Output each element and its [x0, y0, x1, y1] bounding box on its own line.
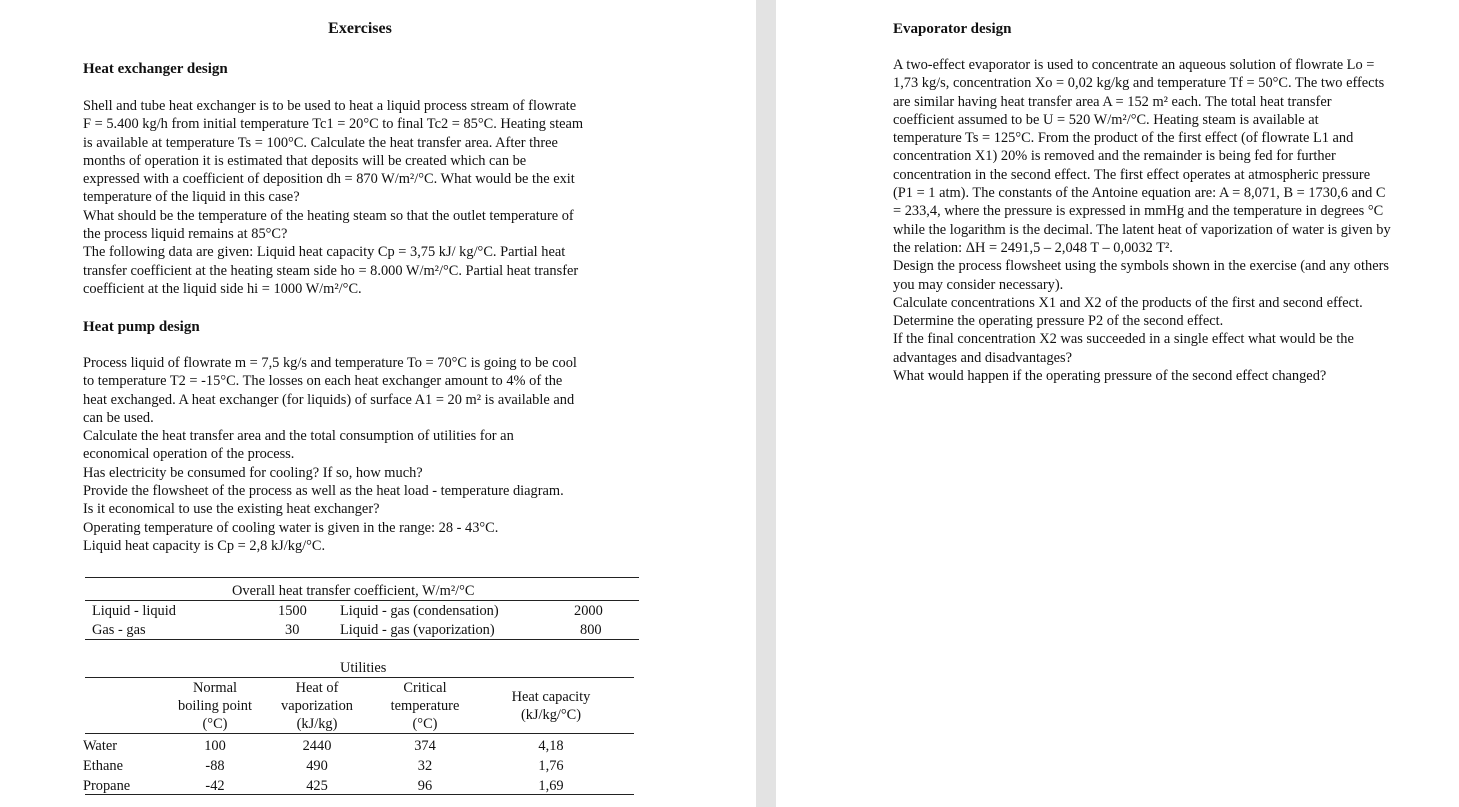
text-line: Calculate the heat transfer area and the total consumption of utilities for an: [83, 428, 514, 445]
text-line: Process liquid of flowrate m = 7,5 kg/s and temperature To = 70°C is going to be cool: [83, 355, 577, 371]
table-caption: Overall heat transfer coefficient, W/m²/°C: [232, 583, 475, 599]
text-line: concentration X1) 20% is removed and the remainder is being fed for further: [893, 148, 1336, 165]
table-cell: Liquid - liquid: [92, 603, 176, 619]
text-line: Shell and tube heat exchanger is to be used to heat a liquid process stream of flowrate: [83, 98, 577, 114]
table-cell: 1500: [278, 603, 307, 619]
table-cell: 1,76: [538, 758, 564, 774]
text-line: transfer coefficient at the heating steam side ho = 8.000 W/m²/°C. Partial heat transfer: [83, 262, 579, 279]
text-line: temperature of the liquid in this case?: [83, 189, 300, 206]
heat-exchanger-text: [83, 97, 583, 298]
heat-pump-heading: Heat pump design: [83, 319, 200, 335]
text-line: can be used.: [83, 409, 154, 426]
text-line: Is it economical to use the existing heat exchanger?: [83, 501, 380, 518]
text-line: Design the process flowsheet using the symbols shown in the exercise (and any others: [893, 258, 1389, 275]
table-cell: 32: [417, 758, 433, 774]
table-rule: [85, 577, 639, 578]
text-line: economical operation of the process.: [83, 446, 295, 463]
evaporator-text: [893, 56, 1391, 385]
table-cell: 425: [306, 778, 328, 794]
text-line: the process liquid remains at 85°C?: [83, 226, 288, 243]
text-line: Liquid heat capacity is Cp = 2,8 kJ/kg/°C.: [83, 537, 326, 554]
table-rule: [85, 600, 639, 601]
heat-exchanger-heading: Heat exchanger design: [83, 61, 228, 77]
text-line: temperature Ts = 125°C. From the product of the first effect (of flowrate L1 and: [893, 130, 1354, 147]
heat-pump-text: [83, 354, 577, 555]
evaporator-heading: Evaporator design: [893, 21, 1012, 37]
text-line: is available at temperature Ts = 100°C. Calculate the heat transfer area. After three: [83, 134, 558, 151]
table-header: Heat capacity (kJ/kg/°C): [511, 689, 591, 723]
table-cell: Ethane: [83, 758, 123, 774]
text-line: A two-effect evaporator is used to concentrate an aqueous solution of flowrate Lo =: [893, 57, 1375, 73]
text-line: while the logarithm is the decimal. The latent heat of vaporization of water is given by: [893, 221, 1391, 238]
table-cell: 2440: [302, 738, 332, 754]
text-line: the relation: ΔH = 2491,5 – 2,048 T – 0,0032 T².: [893, 239, 1173, 256]
text-line: Operating temperature of cooling water is given in the range: 28 - 43°C.: [83, 519, 499, 536]
table-cell: Liquid - gas (vaporization): [340, 622, 495, 638]
text-line: What should be the temperature of the heating steam so that the outlet temperature of: [83, 207, 574, 224]
text-line: concentration in the second effect. The first effect operates at atmospheric pressure: [893, 166, 1371, 183]
text-line: you may consider necessary).: [893, 276, 1064, 293]
table-cell: Gas - gas: [92, 622, 146, 638]
text-line: (P1 = 1 atm). The constants of the Antoine equation are: A = 8,071, B = 1730,6 and C: [893, 185, 1386, 202]
table-rule: [85, 794, 634, 795]
text-line: If the final concentration X2 was succeeded in a single effect what would be the: [893, 331, 1354, 348]
table-rule: [85, 733, 634, 734]
table-cell: Liquid - gas (condensation): [340, 603, 499, 619]
text-line: Determine the operating pressure P2 of the second effect.: [893, 313, 1224, 330]
table-cell: -42: [205, 778, 225, 794]
text-line: Calculate concentrations X1 and X2 of the products of the first and second effect.: [893, 294, 1363, 311]
text-line: months of operation it is estimated that deposits will be created which can be: [83, 152, 527, 169]
table-cell: 490: [306, 758, 328, 774]
table-cell: 96: [417, 778, 433, 794]
table-header: Critical temperature (°C): [390, 680, 460, 732]
text-line: to temperature T2 = -15°C. The losses on each heat exchanger amount to 4% of the: [83, 373, 563, 390]
text-line: heat exchanged. A heat exchanger (for liquids) of surface A1 = 20 m² is available and: [83, 391, 575, 408]
table-cell: 100: [204, 738, 226, 754]
table-cell: 30: [285, 622, 300, 638]
table-cell: 374: [414, 738, 436, 754]
table-cell: Water: [83, 738, 117, 754]
table-header: Heat of vaporization (kJ/kg): [281, 680, 353, 732]
text-line: The following data are given: Liquid heat capacity Cp = 3,75 kJ/ kg/°C. Partial heat: [83, 244, 566, 261]
text-line: Has electricity be consumed for cooling? If so, how much?: [83, 464, 423, 481]
table-cell: -88: [205, 758, 225, 774]
text-line: What would happen if the operating pressure of the second effect changed?: [893, 368, 1327, 385]
table-cell: 2000: [574, 603, 603, 619]
text-line: Provide the flowsheet of the process as well as the heat load - temperature diagram.: [83, 483, 564, 500]
text-line: expressed with a coefficient of deposition dh = 870 W/m²/°C. What would be the exit: [83, 171, 575, 188]
table-rule: [85, 639, 639, 640]
right-page: [776, 0, 1459, 807]
page-gap: [756, 0, 776, 807]
text-line: 1,73 kg/s, concentration Xo = 0,02 kg/kg and temperature Tf = 50°C. The two effects: [893, 75, 1385, 92]
text-line: F = 5.400 kg/h from initial temperature Tc1 = 20°C to final Tc2 = 85°C. Heating steam: [83, 116, 584, 133]
table-caption: Utilities: [340, 660, 387, 676]
page-title: Exercises: [328, 20, 392, 37]
text-line: advantages and disadvantages?: [893, 349, 1073, 366]
text-line: coefficient assumed to be U = 520 W/m²/°C. Heating steam is available at: [893, 111, 1319, 128]
text-line: = 233,4, where the pressure is expressed in mmHg and the temperature in degrees °C: [893, 203, 1384, 220]
table-cell: 1,69: [538, 778, 564, 794]
table-header: Normal boiling point (°C): [178, 680, 252, 732]
table-cell: 4,18: [538, 738, 564, 754]
table-cell: 800: [580, 622, 602, 638]
table-cell: Propane: [83, 778, 131, 794]
text-line: coefficient at the liquid side hi = 1000 W/m²/°C.: [83, 280, 362, 297]
table-rule: [85, 677, 634, 678]
text-line: are similar having heat transfer area A = 152 m² each. The total heat transfer: [893, 93, 1332, 110]
